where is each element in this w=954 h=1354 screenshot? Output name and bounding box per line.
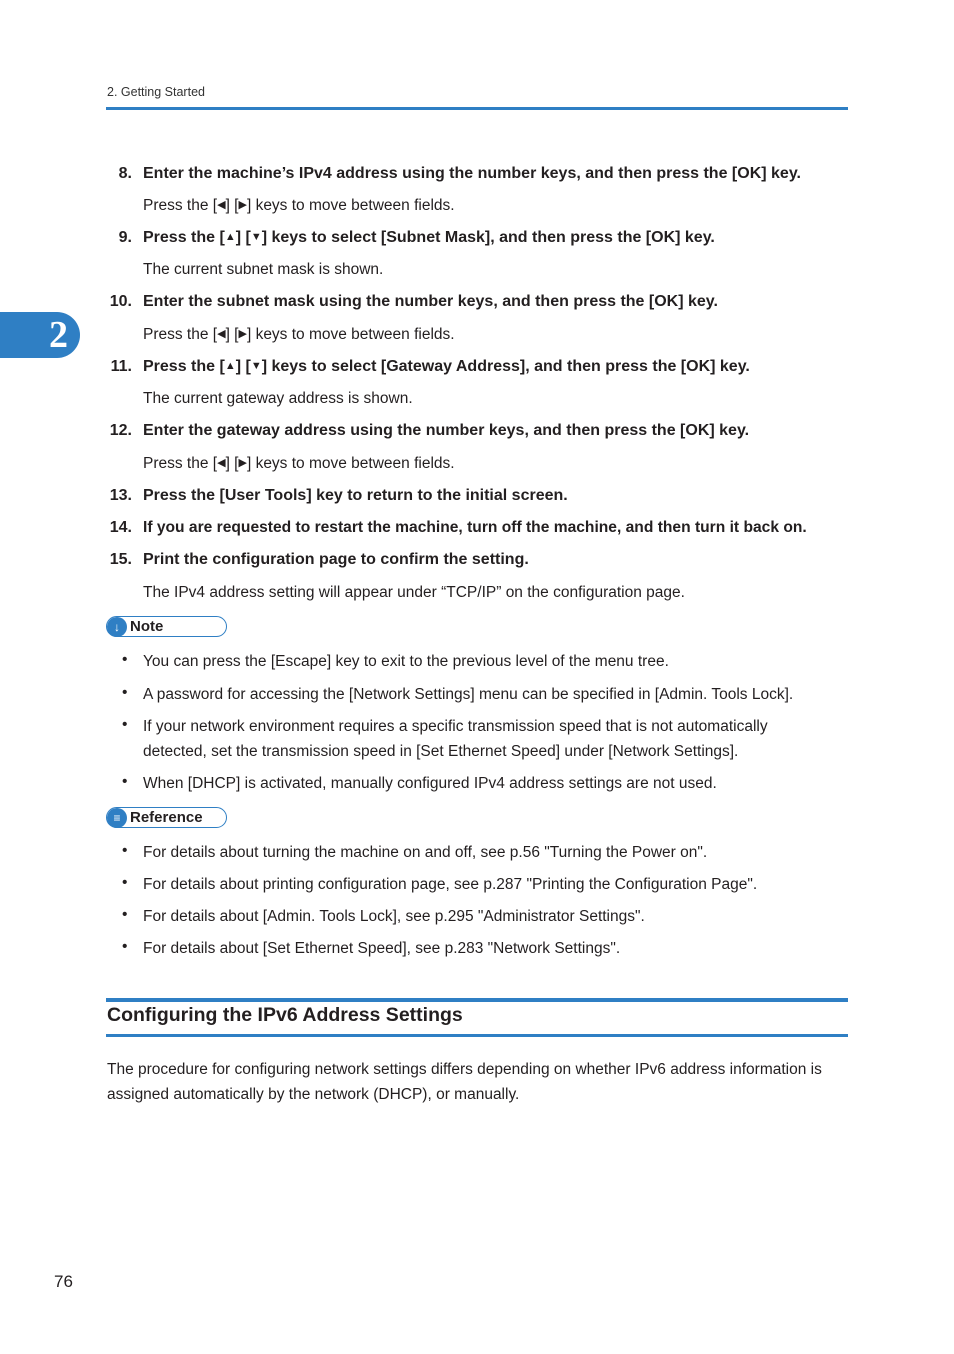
detail-text: ] keys to move between fields.: [246, 455, 455, 472]
step-12-detail: [143, 455, 455, 473]
detail-text: Press the [: [143, 197, 218, 214]
detail-text: ] keys to move between fields.: [246, 326, 455, 343]
section-rule-top: [106, 998, 848, 1002]
section-title: Configuring the IPv6 Address Settings: [107, 1004, 463, 1026]
step-text: If you are requested to restart the machine, turn off the machine, and then turn it back on.: [143, 519, 807, 536]
bullet: •: [122, 874, 128, 891]
step-number: 11.: [110, 358, 132, 375]
step-text-part: ] keys to select [Gateway Address], and then press the [OK] key.: [261, 358, 750, 375]
detail-text: Press the [: [143, 455, 218, 472]
step-text-part: ] [: [235, 229, 251, 246]
section-rule-bottom: [106, 1034, 848, 1037]
step-15-detail: The IPv4 address setting will appear under “TCP/IP” on the configuration page.: [143, 584, 685, 601]
step-text-part: Press the [: [143, 358, 225, 375]
step-text: [143, 229, 715, 247]
section-paragraph: The procedure for configuring network settings differs depending on whether IPv6 address information is assigned automatically by the network (DHCP), or manually.: [107, 1061, 822, 1103]
list-item: For details about printing configuration page, see p.287 "Printing the Configuration Page".: [143, 876, 758, 893]
left-arrow-icon: ◀: [217, 199, 226, 211]
list-item: When [DHCP] is activated, manually configured IPv4 address settings are not used.: [143, 775, 717, 792]
detail-text: ] [: [225, 455, 239, 472]
document-icon: ≡: [107, 808, 127, 828]
right-arrow-icon: ▶: [238, 457, 247, 469]
bullet: •: [122, 773, 128, 790]
step-number: 8.: [118, 165, 132, 182]
header-rule: [106, 107, 848, 110]
list-item: A password for accessing the [Network Settings] menu can be specified in [Admin. Tools Lock].: [143, 686, 794, 703]
left-arrow-icon: ◀: [217, 457, 226, 469]
arrow-down-icon: ↓: [107, 617, 127, 637]
page-number: 76: [54, 1272, 73, 1291]
step-text: Enter the machine’s IPv4 address using the number keys, and then press the [OK] key.: [143, 165, 801, 182]
detail-text: ] [: [225, 197, 239, 214]
bullet: •: [122, 651, 128, 668]
note-badge: [106, 616, 227, 637]
chapter-label: 2. Getting Started: [107, 85, 205, 99]
step-text-part: Press the [: [143, 229, 225, 246]
bullet: •: [122, 938, 128, 955]
reference-badge: [106, 807, 227, 828]
reference-label: Reference: [130, 809, 203, 826]
step-number: 14.: [109, 519, 132, 536]
down-arrow-icon: ▼: [250, 360, 262, 372]
step-text: Print the configuration page to confirm the setting.: [143, 551, 529, 568]
step-11-detail: The current gateway address is shown.: [143, 390, 413, 407]
step-text: Enter the subnet mask using the number keys, and then press the [OK] key.: [143, 293, 718, 310]
left-arrow-icon: ◀: [217, 328, 226, 340]
list-item-continued: detected, set the transmission speed in [Set Ethernet Speed] under [Network Settings].: [143, 743, 739, 760]
step-text-part: ] [: [235, 358, 251, 375]
step-9-detail: The current subnet mask is shown.: [143, 261, 384, 278]
step-text-part: ] keys to select [Subnet Mask], and then press the [OK] key.: [261, 229, 715, 246]
detail-text: ] [: [225, 326, 239, 343]
list-item: If your network environment requires a specific transmission speed that is not automatically: [143, 718, 768, 735]
step-8-detail: [143, 197, 455, 215]
step-10-detail: [143, 326, 455, 344]
detail-text: Press the [: [143, 326, 218, 343]
list-item: For details about [Set Ethernet Speed], see p.283 "Network Settings".: [143, 940, 621, 957]
up-arrow-icon: ▲: [224, 231, 236, 243]
bullet: •: [122, 842, 128, 859]
step-number: 9.: [118, 229, 132, 246]
detail-text: ] keys to move between fields.: [246, 197, 455, 214]
bullet: •: [122, 684, 128, 701]
step-number: 15.: [109, 551, 132, 568]
step-number: 13.: [109, 487, 132, 504]
step-number: 10.: [109, 293, 132, 310]
right-arrow-icon: ▶: [238, 328, 247, 340]
bullet: •: [122, 906, 128, 923]
list-item: For details about turning the machine on and off, see p.56 "Turning the Power on".: [143, 844, 708, 861]
list-item: For details about [Admin. Tools Lock], see p.295 "Administrator Settings".: [143, 908, 645, 925]
step-text: Press the [User Tools] key to return to the initial screen.: [143, 487, 568, 504]
step-text: [143, 358, 750, 376]
step-number: 12.: [109, 422, 132, 439]
right-arrow-icon: ▶: [238, 199, 247, 211]
chapter-tab: 2: [0, 312, 80, 358]
bullet: •: [122, 716, 128, 733]
up-arrow-icon: ▲: [224, 360, 236, 372]
list-item: You can press the [Escape] key to exit to the previous level of the menu tree.: [143, 653, 669, 670]
note-label: Note: [130, 618, 164, 635]
step-text: Enter the gateway address using the number keys, and then press the [OK] key.: [143, 422, 750, 439]
down-arrow-icon: ▼: [250, 231, 262, 243]
